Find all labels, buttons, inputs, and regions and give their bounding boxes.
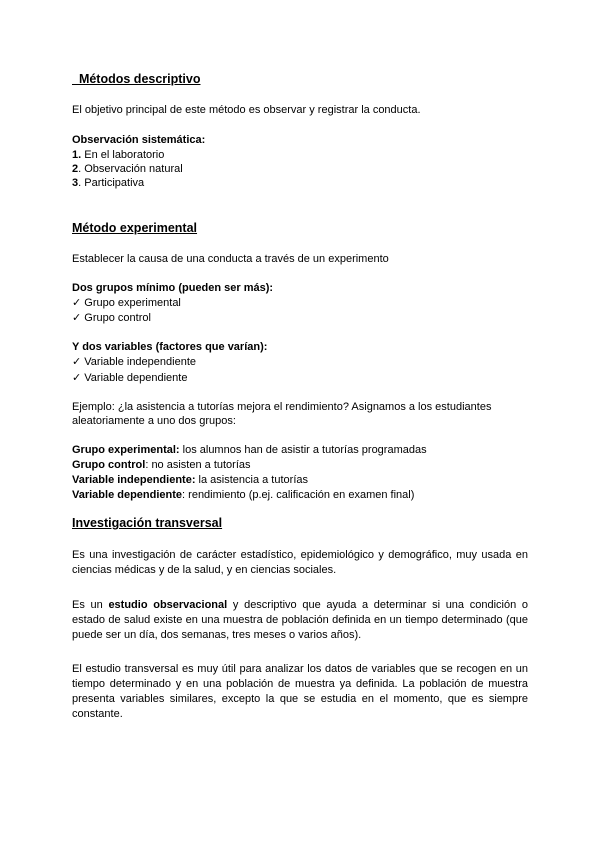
definition-term: Variable independiente: xyxy=(72,474,196,486)
definition-text: la asistencia a tutorías xyxy=(195,474,308,486)
paragraph-emphasis: estudio observacional xyxy=(108,599,228,611)
paragraph xyxy=(72,598,528,643)
check-item: ✓ Variable dependiente xyxy=(72,372,188,384)
definition-item xyxy=(72,488,414,503)
subheading-grupos: Dos grupos mínimo (pueden ser más): xyxy=(72,282,274,294)
list-item xyxy=(72,148,164,163)
example-line: aleatoriamente a uno dos grupos: xyxy=(72,415,236,427)
section-title-investigacion-transversal: Investigación transversal xyxy=(72,516,223,530)
list-text: . Observación natural xyxy=(78,163,183,175)
definition-term: Grupo control xyxy=(72,459,146,471)
definition-term: Variable dependiente xyxy=(72,489,183,501)
subheading-observacion: Observación sistemática: xyxy=(72,134,206,146)
list-item xyxy=(72,176,144,191)
paragraph-text: Es un xyxy=(72,599,109,611)
subheading-variables: Y dos variables (factores que varían): xyxy=(72,341,268,353)
check-item: ✓ Grupo control xyxy=(72,312,151,324)
check-item: ✓ Grupo experimental xyxy=(72,297,181,309)
list-text: En el laboratorio xyxy=(81,149,165,161)
list-text: . Participativa xyxy=(78,177,145,189)
example-line: Ejemplo: ¿la asistencia a tutorías mejora el rendimiento? Asignamos a los estudiantes xyxy=(72,401,492,413)
paragraph: Es una investigación de carácter estadístico, epidemiológico y demográfico, muy usada en ciencias médicas y de la salud, y en ciencias sociales. xyxy=(72,549,528,576)
definition-text: los alumnos han de asistir a tutorías programadas xyxy=(179,444,427,456)
intro-paragraph: El objetivo principal de este método es observar y registrar la conducta. xyxy=(72,104,421,116)
list-item xyxy=(72,162,183,177)
list-number: 2 xyxy=(72,163,79,175)
list-number: 1. xyxy=(72,149,82,161)
list-number: 3 xyxy=(72,177,79,189)
definition-text: : no asisten a tutorías xyxy=(145,459,251,471)
definition-item xyxy=(72,443,427,458)
section-title-metodo-experimental: Método experimental xyxy=(72,221,198,235)
paragraph: El estudio transversal es muy útil para analizar los datos de variables que se recogen en un tiempo determinado y en una población de muestra ya definida. La población de muestra presenta variables similares, excepto la que se estudia en el momento, que es siempre constante. xyxy=(72,663,528,720)
intro-paragraph: Establecer la causa de una conducta a través de un experimento xyxy=(72,253,389,265)
definition-item xyxy=(72,458,251,473)
paragraph-text: y descriptivo que ayuda a determinar si una condición o estado de salud existe en una muestra de población definida en un tiempo determinado (que puede ser un día, dos semanas, tres meses o varios años). xyxy=(72,599,528,641)
definition-text: : rendimiento (p.ej. calificación en examen final) xyxy=(182,489,415,501)
check-item: ✓ Variable independiente xyxy=(72,356,196,368)
definition-term: Grupo experimental: xyxy=(72,444,180,456)
section-title-metodos-descriptivo: Métodos descriptivo xyxy=(72,72,201,86)
definition-item xyxy=(72,473,308,488)
